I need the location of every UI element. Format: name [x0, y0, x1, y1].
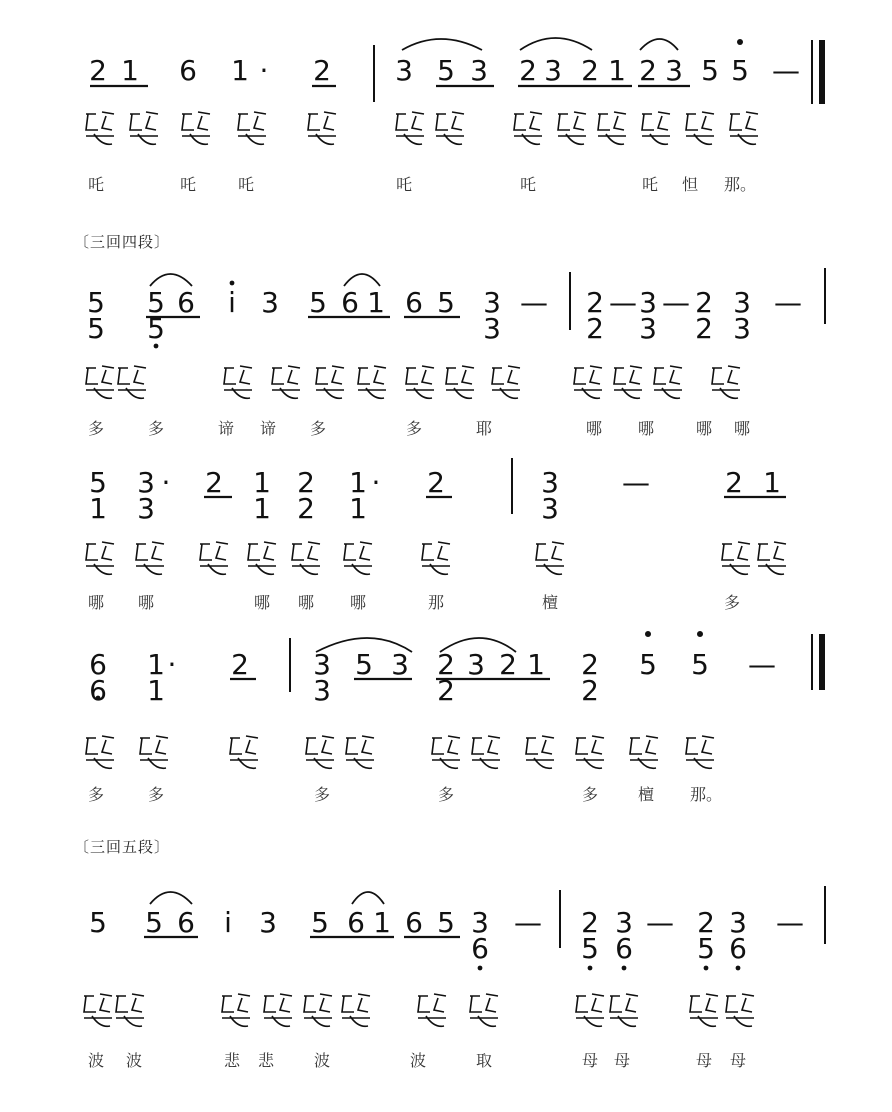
tablature-glyph	[526, 736, 554, 768]
lyric-syllable: 那。	[689, 785, 723, 804]
tablature-glyph	[342, 994, 370, 1026]
tablature-glyph	[712, 366, 740, 398]
tablature-glyph	[182, 112, 210, 144]
tablature-glyph	[224, 366, 252, 398]
note-digit: 5	[437, 286, 455, 319]
note-digit: 5	[437, 906, 455, 939]
note-digit: 3	[483, 286, 501, 319]
tablature-glyph	[630, 736, 658, 768]
note-digit: i	[228, 286, 236, 319]
lyric-syllable: 哪	[637, 419, 655, 438]
lyric-syllable: 檀	[637, 785, 655, 804]
tablature-glyph	[418, 994, 446, 1026]
note-digit: 2	[437, 648, 455, 681]
lyric-syllable: 吒	[519, 175, 537, 194]
tablature-glyph	[492, 366, 520, 398]
note-digit: 5	[89, 466, 107, 499]
note-digit: 1	[121, 54, 139, 87]
lyric-syllable: 吒	[87, 175, 105, 194]
lyric-syllable: 谛	[259, 419, 277, 438]
note-digit: 1	[608, 54, 626, 87]
lyric-syllable: 吒	[179, 175, 197, 194]
note-digit-lower: 2	[581, 674, 599, 707]
note-digit: 3	[733, 286, 751, 319]
lyric-syllable: 波	[313, 1051, 331, 1070]
lyric-syllable: 吒	[641, 175, 659, 194]
lyric-syllable: 多	[147, 785, 165, 804]
lyric-syllable: 哪	[695, 419, 713, 438]
lyric-syllable: 波	[409, 1051, 427, 1070]
note-digit-lower: 1	[147, 674, 165, 707]
note-digit: 2	[639, 54, 657, 87]
tablature-glyph	[264, 994, 292, 1026]
note-digit: —	[514, 906, 542, 939]
tablature-glyph	[86, 736, 114, 768]
note-digit: 6	[405, 286, 423, 319]
tablature-glyph	[136, 542, 164, 574]
tablature-glyph	[758, 542, 786, 574]
tablature-glyph	[470, 994, 498, 1026]
note-digit: 2	[89, 54, 107, 87]
lyric-syllable: 多	[87, 419, 105, 438]
note-digit: 5	[309, 286, 327, 319]
note-digit: 2	[231, 648, 249, 681]
tablature-glyph	[272, 366, 300, 398]
lyric-syllable: 多	[87, 785, 105, 804]
lyric-syllable: 多	[313, 785, 331, 804]
note-digit: 5	[147, 286, 165, 319]
slur-arcs	[147, 38, 678, 904]
lyric-syllable: 那。	[723, 175, 757, 194]
note-digit: —	[774, 286, 802, 319]
note-digit: 2	[313, 54, 331, 87]
tablature-glyph	[598, 112, 626, 144]
note-digit: —	[772, 54, 800, 87]
note-digit: 5	[701, 54, 719, 87]
note-digit: ·	[371, 466, 381, 499]
tablature-glyph	[576, 994, 604, 1026]
note-digit: 6	[341, 286, 359, 319]
tablature-glyph	[86, 366, 114, 398]
note-digit: i	[224, 906, 232, 939]
note-digit: 1	[147, 648, 165, 681]
note-digit: 6	[347, 906, 365, 939]
tablature-glyph	[346, 736, 374, 768]
tablature-glyph	[610, 994, 638, 1026]
note-digit: ·	[161, 466, 171, 499]
note-digit: 6	[405, 906, 423, 939]
note-digit-lower: 3	[483, 312, 501, 345]
tablature-glyph	[308, 112, 336, 144]
lyric-syllable: 哪	[87, 593, 105, 612]
note-digit-lower: 2	[695, 312, 713, 345]
tablature-glyph	[686, 112, 714, 144]
note-digit: 6	[179, 54, 197, 87]
tablature-glyph	[358, 366, 386, 398]
note-digit: 3	[544, 54, 562, 87]
lyric-syllable: 取	[475, 1051, 493, 1070]
tablature-glyph	[574, 366, 602, 398]
tablature-glyph	[514, 112, 542, 144]
note-digit: 1	[253, 466, 271, 499]
note-digit: 2	[581, 648, 599, 681]
note-digit: 3	[467, 648, 485, 681]
note-digit-lower: 3	[639, 312, 657, 345]
note-digit: 5	[731, 54, 749, 87]
tablature-glyph	[118, 366, 146, 398]
note-digit: ·	[167, 648, 177, 681]
tablature-glyph	[576, 736, 604, 768]
tablature-glyphs	[84, 112, 786, 1026]
note-digit-lower: 6	[471, 932, 489, 965]
tablature-glyph	[686, 736, 714, 768]
note-digit: 3	[541, 466, 559, 499]
tablature-glyph	[140, 736, 168, 768]
note-digit-lower: 3	[137, 492, 155, 525]
tablature-glyph	[86, 112, 114, 144]
lyric-syllable: 悲	[223, 1051, 241, 1070]
lyric-syllable: 多	[723, 593, 741, 612]
note-digit: 3	[470, 54, 488, 87]
lyric-syllable: 母	[695, 1051, 713, 1070]
tablature-glyph	[316, 366, 344, 398]
tablature-glyph	[238, 112, 266, 144]
note-digit: 1	[527, 648, 545, 681]
note-digit: 6	[177, 286, 195, 319]
note-digit: 5	[89, 906, 107, 939]
note-digit: 1	[231, 54, 249, 87]
note-digit-lower: 5	[697, 932, 715, 965]
note-digit: 3	[665, 54, 683, 87]
tablature-glyph	[722, 542, 750, 574]
note-digit-lower: 5	[147, 312, 165, 345]
tablature-glyph	[230, 736, 258, 768]
note-digit-lower: 1	[89, 492, 107, 525]
note-digit: 5	[311, 906, 329, 939]
tablature-glyph	[222, 994, 250, 1026]
lyric-syllable: 哪	[253, 593, 271, 612]
tablature-glyph	[446, 366, 474, 398]
note-digit: 1	[373, 906, 391, 939]
lyric-syllable: 多	[309, 419, 327, 438]
tablature-glyph	[472, 736, 500, 768]
lyric-syllable: 那	[427, 593, 445, 612]
note-digit: —	[776, 906, 804, 939]
note-digit-lower: 2	[437, 674, 455, 707]
note-digit: 1	[349, 466, 367, 499]
lyric-syllable: 哪	[349, 593, 367, 612]
lyric-syllable: 多	[581, 785, 599, 804]
note-digit-lower: 3	[313, 674, 331, 707]
tablature-glyph	[654, 366, 682, 398]
lyric-syllable: 哪	[137, 593, 155, 612]
lyric-syllable: 波	[87, 1051, 105, 1070]
lyric-syllable: 谛	[217, 419, 235, 438]
note-digit-lower: 3	[733, 312, 751, 345]
tablature-glyph	[422, 542, 450, 574]
tablature-glyph	[558, 112, 586, 144]
tablature-glyph	[396, 112, 424, 144]
tablature-glyph	[200, 542, 228, 574]
tablature-glyph	[116, 994, 144, 1026]
lyric-syllable: 哪	[733, 419, 751, 438]
tablature-glyph	[432, 736, 460, 768]
note-digit: 2	[427, 466, 445, 499]
note-digit: 5	[691, 648, 709, 681]
note-digit: 1	[763, 466, 781, 499]
note-digit: 2	[205, 466, 223, 499]
tablature-glyph	[130, 112, 158, 144]
note-digit-lower: 2	[297, 492, 315, 525]
note-digit-lower: 3	[541, 492, 559, 525]
tablature-glyph	[726, 994, 754, 1026]
note-digit: 2	[725, 466, 743, 499]
note-digit: 3	[261, 286, 279, 319]
lyric-syllable: 母	[613, 1051, 631, 1070]
note-digit-lower: 2	[586, 312, 604, 345]
note-digit-lower: 1	[253, 492, 271, 525]
note-digit: 3	[313, 648, 331, 681]
note-digit: 3	[259, 906, 277, 939]
note-digit: —	[609, 286, 637, 319]
note-digit: —	[520, 286, 548, 319]
tablature-glyph	[614, 366, 642, 398]
note-digit: 2	[581, 54, 599, 87]
note-digit-lower: 6	[89, 674, 107, 707]
note-digit: 2	[297, 466, 315, 499]
note-digit: 3	[391, 648, 409, 681]
tablature-glyph	[292, 542, 320, 574]
tablature-glyph	[84, 994, 112, 1026]
note-digit: 5	[87, 286, 105, 319]
note-digit: 2	[519, 54, 537, 87]
note-digit: 3	[471, 906, 489, 939]
tablature-glyph	[306, 736, 334, 768]
tablature-glyph	[730, 112, 758, 144]
note-digit: 2	[695, 286, 713, 319]
note-digit: 1	[367, 286, 385, 319]
lyric-syllable: 母	[581, 1051, 599, 1070]
lyric-syllable: 吒	[395, 175, 413, 194]
note-digit: 2	[499, 648, 517, 681]
tablature-glyph	[536, 542, 564, 574]
note-digit: 5	[639, 648, 657, 681]
lyric-syllable: 哪	[585, 419, 603, 438]
note-digit: 2	[697, 906, 715, 939]
lyric-syllable: 吒	[237, 175, 255, 194]
note-digit: 3	[615, 906, 633, 939]
section-label: 〔三回五段〕	[74, 838, 171, 856]
note-digit: ·	[259, 54, 269, 87]
note-digit: 2	[581, 906, 599, 939]
note-digit: 5	[355, 648, 373, 681]
lyric-syllable: 多	[437, 785, 455, 804]
note-digit: —	[748, 648, 776, 681]
note-digit-lower: 5	[87, 312, 105, 345]
tablature-glyph	[436, 112, 464, 144]
lyric-syllable: 檀	[541, 593, 559, 612]
note-digit: 2	[586, 286, 604, 319]
note-digit-lower: 5	[581, 932, 599, 965]
note-digit: 3	[137, 466, 155, 499]
note-digit-lower: 1	[349, 492, 367, 525]
lyric-syllable: 波	[125, 1051, 143, 1070]
beams	[87, 86, 786, 937]
note-digit: 5	[145, 906, 163, 939]
note-digit: 5	[437, 54, 455, 87]
lyric-syllable: 母	[729, 1051, 747, 1070]
note-digit: 6	[89, 648, 107, 681]
note-digit: 3	[639, 286, 657, 319]
lyric-syllable: 怛	[681, 175, 699, 194]
tablature-glyph	[406, 366, 434, 398]
lyric-syllable: 耶	[475, 419, 493, 438]
lyric-syllable: 悲	[257, 1051, 275, 1070]
lyric-syllable: 多	[147, 419, 165, 438]
tablature-glyph	[248, 542, 276, 574]
tablature-glyph	[690, 994, 718, 1026]
note-digit-lower: 6	[729, 932, 747, 965]
section-label: 〔三回四段〕	[74, 233, 171, 251]
lyric-syllable: 哪	[297, 593, 315, 612]
note-digit: —	[646, 906, 674, 939]
tablature-glyph	[86, 542, 114, 574]
note-digit: 3	[729, 906, 747, 939]
tablature-glyph	[642, 112, 670, 144]
tablature-glyph	[344, 542, 372, 574]
lyric-syllable: 多	[405, 419, 423, 438]
note-digit: —	[662, 286, 690, 319]
note-digit-lower: 6	[615, 932, 633, 965]
note-digit: —	[622, 466, 650, 499]
tablature-glyph	[304, 994, 332, 1026]
note-digit: 6	[177, 906, 195, 939]
note-digit: 3	[395, 54, 413, 87]
